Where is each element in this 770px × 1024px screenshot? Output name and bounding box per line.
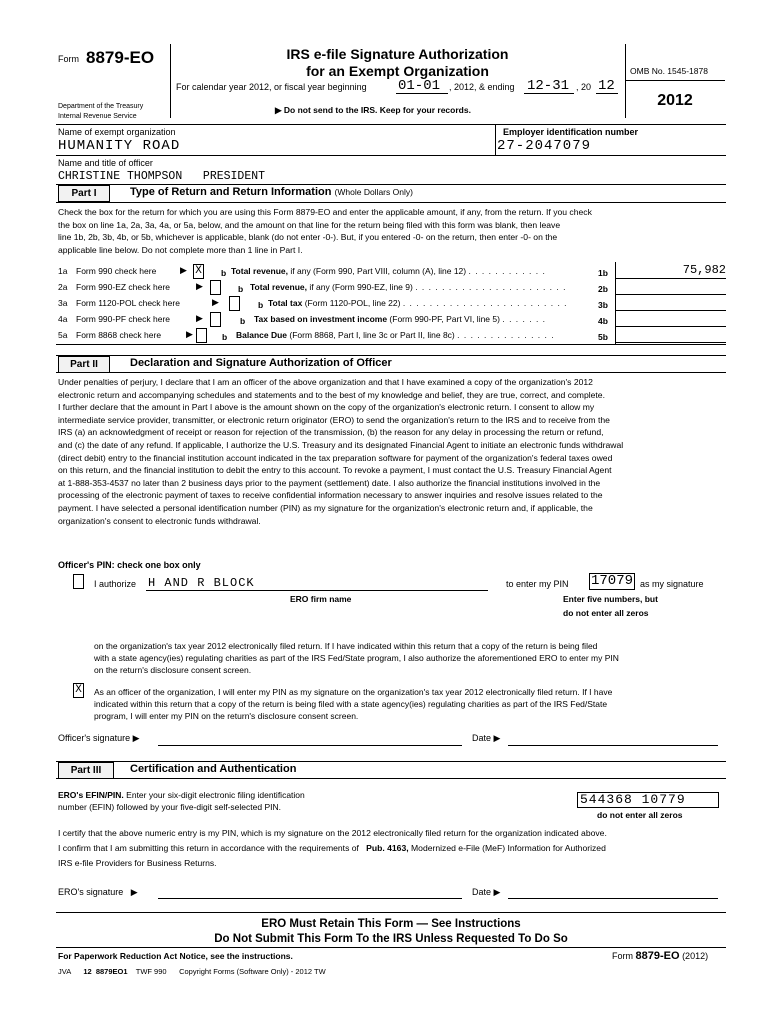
- not-all-zeros-note: do not enter all zeros: [563, 608, 649, 618]
- line-description: Balance Due (Form 8868, Part I, line 3c or Part II, line 8c) . . . . . . . . . . . . . . .: [236, 330, 555, 340]
- form-check-label: Form 990 check here: [76, 266, 157, 276]
- line-description: Total tax (Form 1120-POL, line 22) . . . . . . . . . . . . . . . . . . . . . . . . .: [268, 298, 568, 308]
- form-type-checkbox[interactable]: [210, 312, 221, 327]
- form-check-label: Form 1120-POL check here: [76, 298, 180, 308]
- officer-name-field[interactable]: CHRISTINE THOMPSON PRESIDENT: [58, 170, 266, 183]
- part2-label: Part II: [58, 356, 110, 373]
- arrow-right-icon: ▶: [212, 297, 219, 307]
- arrow-right-icon: ▶: [493, 733, 501, 743]
- b-letter: b: [258, 300, 264, 310]
- form-type-checkbox[interactable]: X: [193, 264, 204, 279]
- retain-notice: ERO Must Retain This Form — See Instructions: [261, 918, 521, 930]
- line-number-b: 1b: [598, 268, 608, 278]
- dept-treasury: Department of the Treasury: [58, 103, 144, 110]
- line-number: 1a: [58, 266, 68, 276]
- arrow-right-icon: ▶: [275, 105, 284, 115]
- line-number-b: 2b: [598, 284, 608, 294]
- org-name-label: Name of exempt organization: [58, 127, 176, 137]
- irs-label: Internal Revenue Service: [58, 113, 137, 120]
- arrow-right-icon: ▶: [132, 733, 140, 743]
- line-number: 2a: [58, 282, 68, 292]
- footer-form-ref: Form 8879-EO (2012): [612, 950, 709, 962]
- b-letter: b: [222, 332, 228, 342]
- tax-year: 2012: [657, 92, 693, 109]
- officer-pin-heading: Officer's PIN: check one box only: [58, 560, 201, 570]
- do-not-send-note: ▶ Do not send to the IRS. Keep for your records.: [275, 105, 471, 115]
- arrow-right-icon: ▶: [130, 887, 138, 897]
- efin-not-all-zeros: do not enter all zeros: [597, 810, 683, 820]
- footer-codes: JVA 12 8879EO1 TWF 990 Copyright Forms (Software Only) - 2012 TW: [58, 967, 326, 976]
- ein-label: Employer identification number: [503, 127, 639, 137]
- officer-option-text: As an officer of the organization, I will enter my PIN as my signature on the organization's tax year 2012 electronically filed return. If I have indicated within this return that a copy of the return is being filed with a state agency(ies) regulating charities as part of the IRS Fed/State program, I will enter my PIN on the return's disclosure consent screen.: [94, 687, 613, 721]
- form-check-label: Form 990-EZ check here: [76, 282, 171, 292]
- form-label: Form: [58, 54, 79, 64]
- line-description: Total revenue, if any (Form 990, Part VIII, column (A), line 12) . . . . . . . . . . . .: [231, 266, 546, 276]
- arrow-right-icon: ▶: [196, 281, 203, 291]
- calendar-year-text: For calendar year 2012, or fiscal year beginning: [176, 82, 367, 92]
- arrow-right-icon: ▶: [196, 313, 203, 323]
- part3-label: Part III: [58, 762, 114, 779]
- form-check-label: Form 990-PF check here: [76, 314, 171, 324]
- line-number: 3a: [58, 298, 68, 308]
- officer-pin-field[interactable]: 17079: [590, 573, 633, 589]
- enter-pin-text: to enter my PIN: [506, 579, 569, 589]
- year-suffix-text: , 20: [576, 82, 592, 92]
- omb-number: OMB No. 1545-1878: [630, 66, 708, 76]
- b-letter: b: [240, 316, 246, 326]
- do-not-submit-notice: Do Not Submit This Form To the IRS Unless Requested To Do So: [214, 933, 568, 945]
- paperwork-notice: For Paperwork Reduction Act Notice, see the instructions.: [58, 951, 293, 961]
- efin-instructions: ERO's EFIN/PIN. Enter your six-digit electronic filing identification number (EFIN) followed by your five-digit self-selected PIN.: [58, 790, 305, 812]
- as-signature-text: as my signature: [640, 579, 704, 589]
- authorize-ero-checkbox[interactable]: [73, 574, 84, 589]
- part1-label: Part I: [58, 185, 110, 202]
- line-number-b: 5b: [598, 332, 608, 342]
- fiscal-end-field[interactable]: 12-31: [527, 78, 570, 94]
- ero-signature-label: ERO's signature ▶: [58, 887, 138, 897]
- arrow-right-icon: ▶: [493, 887, 501, 897]
- officer-signature-label: Officer's signature ▶: [58, 733, 140, 743]
- line-description: Total revenue, if any (Form 990-EZ, line 9) . . . . . . . . . . . . . . . . . . . . . . .: [250, 282, 567, 292]
- fiscal-begin-field[interactable]: 01-01: [398, 78, 441, 94]
- b-letter: b: [221, 268, 227, 278]
- line-number: 5a: [58, 330, 68, 340]
- org-name-field[interactable]: HUMANITY ROAD: [58, 138, 181, 154]
- five-numbers-note: Enter five numbers, but: [563, 594, 658, 604]
- form-type-checkbox[interactable]: [196, 328, 207, 343]
- arrow-right-icon: ▶: [186, 329, 193, 339]
- certification-text: I certify that the above numeric entry is my PIN, which is my signature on the 2012 electronically filed return for the organization indicated above. I confirm that I am submitting this return in accordance with the requirements of Pub. 4163, Modernized e-File (MeF) Information for Authorized IRS e-file Providers for Business Returns.: [58, 828, 607, 868]
- authorize-option-text: on the organization's tax year 2012 electronically filed return. If I have indicated within this return that a copy of the return is being filed with a state agency(ies) regulating charities as part of the IRS Fed/State program, I also authorize the aforementioned ERO to enter my PIN on the return's disclosure consent screen.: [94, 641, 619, 675]
- b-letter: b: [238, 284, 244, 294]
- ein-field[interactable]: 27-2047079: [497, 138, 592, 154]
- ero-signature-line[interactable]: [158, 898, 462, 899]
- part2-declaration: Under penalties of perjury, I declare that I am an officer of the above organization and that I have examined a copy of the organization's 2012 electronic return and accompanying schedules and statements and to the best of my knowledge and belief, they are true, correct, and complete. I further declare that the amount in Part I above is the amount shown on the copy of the organization's electronic return. I consent to allow my intermediate service provider, transmitter, or electronic return originator (ERO) to send the organization's return to the IRS and to receive from the IRS (a) an acknowledgment of receipt or reason for rejection of the transmission, (b) the reason for any delay in processing the return or refund, and (c) the date of any refund. If applicable, I authorize the U.S. Treasury and its designated Financial Agent to initiate an electronic funds withdrawal (direct debit) entry to the financial institution account indicated in the tax preparation software for payment of the organization's federal taxes owed on this return, and the financial institution to debit the entry to this account. To revoke a payment, I must contact the U.S. Treasury Financial Agent at 1-888-353-4537 no later than 2 business days prior to the payment (settlement) date. I also authorize the financial institutions involved in the processing of the electronic payment of taxes to receive confidential information necessary to answer inquiries and resolve issues related to the payment. I have selected a personal identification number (PIN) as my signature for the organization's electronic return and, if applicable, the organization's consent to electronic funds withdrawal.: [58, 377, 624, 526]
- part1-instructions: Check the box for the return for which you are using this Form 8879-EO and enter the applicable amount, if any, from the return. If you check the box on line 1a, 2a, 3a, 4a, or 5a, below, and the amount on that line for the return being filed with this form was blank, then leave line 1b, 2b, 3b, 4b, or 5b, whichever is applicable, blank (do not enter -0-). But, if you entered -0- on the return, then enter -0- on the applicable line below. Do not complete more than 1 line in Part I.: [58, 207, 592, 255]
- form-type-checkbox[interactable]: [210, 280, 221, 295]
- form-check-label: Form 8868 check here: [76, 330, 162, 340]
- form-title-line1: IRS e-file Signature Authorization: [286, 46, 509, 62]
- part2-title: Declaration and Signature Authorization of Officer: [130, 357, 392, 369]
- ero-firm-label: ERO firm name: [290, 594, 352, 604]
- ending-text: , 2012, & ending: [449, 82, 515, 92]
- form-title-line2: for an Exempt Organization: [306, 63, 489, 79]
- line-number: 4a: [58, 314, 68, 324]
- fiscal-end-year-field[interactable]: 12: [598, 78, 615, 94]
- line-number-b: 3b: [598, 300, 608, 310]
- officer-enter-pin-checkbox[interactable]: X: [73, 683, 84, 698]
- officer-label: Name and title of officer: [58, 158, 153, 168]
- line-number-b: 4b: [598, 316, 608, 326]
- arrow-right-icon: ▶: [180, 265, 187, 275]
- officer-date-label: Date ▶: [472, 733, 501, 743]
- ero-date-line[interactable]: [508, 898, 718, 899]
- ero-firm-name-field[interactable]: H AND R BLOCK: [148, 576, 255, 590]
- part3-title: Certification and Authentication: [130, 763, 297, 775]
- amount-field[interactable]: 75,982: [682, 263, 726, 277]
- form-number: 8879-EO: [86, 48, 155, 67]
- officer-signature-line[interactable]: [158, 745, 462, 746]
- form-type-checkbox[interactable]: [229, 296, 240, 311]
- officer-date-line[interactable]: [508, 745, 718, 746]
- line-description: Tax based on investment income (Form 990-PF, Part VI, line 5) . . . . . . .: [254, 314, 547, 324]
- ero-date-label: Date ▶: [472, 887, 501, 897]
- authorize-text: I authorize: [94, 579, 137, 589]
- efin-pin-field[interactable]: 544368 10779: [577, 792, 719, 808]
- part1-title: Type of Return and Return Information (Whole Dollars Only): [130, 186, 413, 198]
